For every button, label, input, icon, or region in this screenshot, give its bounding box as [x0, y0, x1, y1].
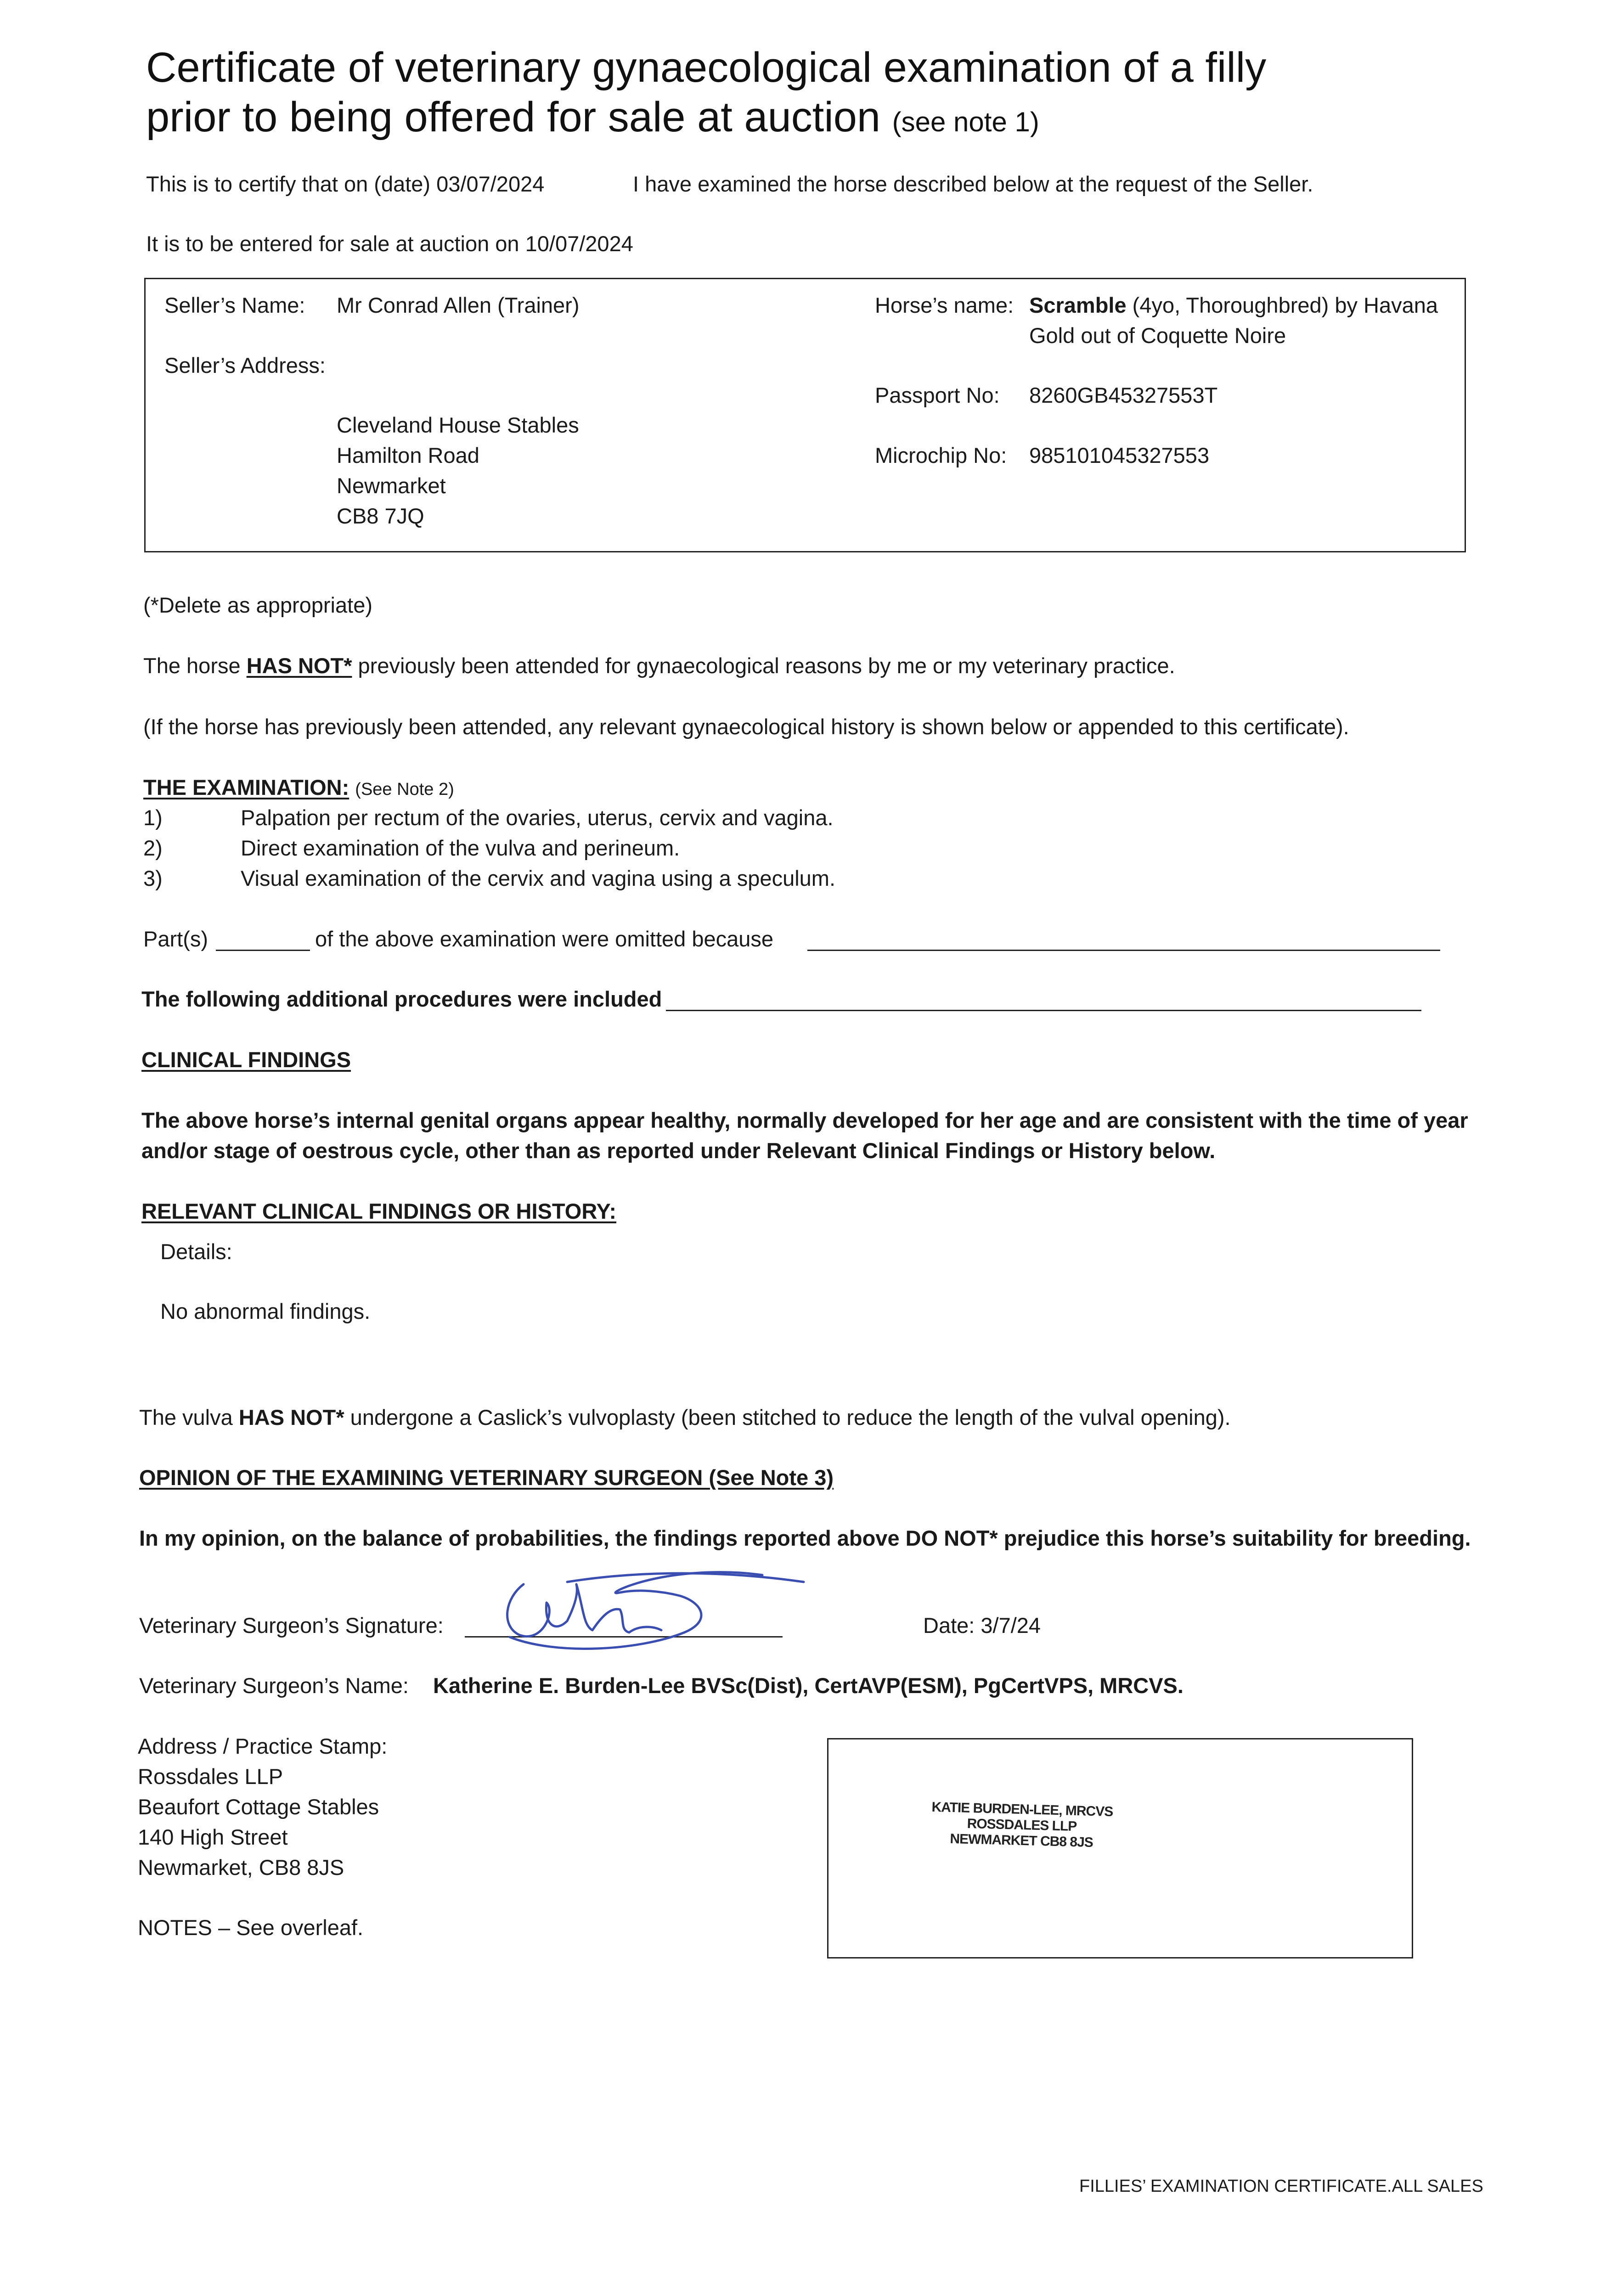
signature-date: Date: 3/7/24	[923, 1613, 1041, 1638]
surgeon-name-value: Katherine E. Burden-Lee BVSc(Dist), CertAVP(ESM), PgCertVPS, MRCVS.	[433, 1673, 1183, 1698]
exam-item-1-num: 1)	[143, 805, 163, 830]
certify-date: This is to certify that on (date) 03/07/2024	[146, 172, 545, 196]
details-label: Details:	[160, 1239, 232, 1264]
omitted-label: Part(s)	[143, 927, 208, 951]
vulva-statement	[139, 1402, 1231, 1433]
omitted-reason-label: of the above examination were omitted because	[315, 927, 774, 951]
details-value: No abnormal findings.	[160, 1299, 371, 1323]
auction-date-line: It is to be entered for sale at auction on 10/07/2024	[146, 231, 633, 256]
horse-name-value	[1029, 290, 1438, 321]
opinion-text: In my opinion, on the balance of probabilities, the findings reported above DO NOT* prejudice this horse’s suitability for breeding.	[139, 1526, 1471, 1550]
title-line-2-text: prior to being offered for sale at auction	[146, 94, 881, 141]
exam-item-3-text: Visual examination of the cervix and vagina using a speculum.	[241, 866, 836, 890]
attended-bold: HAS NOT*	[246, 653, 352, 678]
seller-address-line-2: Hamilton Road	[337, 443, 479, 467]
horse-name-bold: Scramble	[1029, 293, 1127, 317]
seller-address-line-1: Cleveland House Stables	[337, 413, 579, 437]
examination-heading-text: THE EXAMINATION:	[143, 775, 349, 799]
vulva-pre: The vulva	[139, 1405, 239, 1429]
clinical-findings-line-1: The above horse’s internal genital organs appear healthy, normally developed for her age and are consistent with the time of year	[141, 1108, 1468, 1132]
passport-value: 8260GB45327553T	[1029, 383, 1218, 407]
seller-name-value: Mr Conrad Allen (Trainer)	[337, 293, 580, 317]
omitted-reason-blank	[807, 950, 1440, 951]
opinion-heading: OPINION OF THE EXAMINING VETERINARY SURGEON (See Note 3)	[139, 1465, 834, 1490]
examination-note: (See Note 2)	[355, 780, 454, 799]
additional-procedures-blank	[666, 1010, 1421, 1011]
microchip-value: 985101045327553	[1029, 443, 1210, 467]
horse-name-label: Horse’s name:	[875, 293, 1014, 317]
exam-item-1-text: Palpation per rectum of the ovaries, uterus, cervix and vagina.	[241, 805, 834, 830]
practice-line-4: Newmarket, CB8 8JS	[138, 1855, 344, 1880]
attended-post: previously been attended for gynaecological reasons by me or my veterinary practice.	[352, 653, 1175, 678]
surgeon-name-label: Veterinary Surgeon’s Name:	[139, 1673, 409, 1698]
practice-line-3: 140 High Street	[138, 1825, 288, 1849]
attended-pre: The horse	[143, 653, 247, 678]
exam-item-2-text: Direct examination of the vulva and perineum.	[241, 836, 680, 860]
clinical-findings-line-2: and/or stage of oestrous cycle, other than as reported under Relevant Clinical Findings or History below.	[141, 1138, 1216, 1163]
delete-note: (*Delete as appropriate)	[143, 593, 372, 617]
horse-name-rest: (4yo, Thoroughbred) by Havana	[1126, 293, 1438, 317]
practice-line-1: Rossdales LLP	[138, 1764, 283, 1789]
stamp-line-2: ROSSDALES LLP	[967, 1816, 1077, 1835]
microchip-label: Microchip No:	[875, 443, 1007, 467]
vulva-bold: HAS NOT*	[238, 1405, 344, 1429]
stamp-line-1: KATIE BURDEN-LEE, MRCVS	[931, 1799, 1113, 1820]
practice-label: Address / Practice Stamp:	[138, 1734, 388, 1758]
vulva-post: undergone a Caslick’s vulvoplasty (been stitched to reduce the length of the vulval opening).	[344, 1405, 1231, 1429]
seller-address-line-4: CB8 7JQ	[337, 504, 424, 528]
title-line-1: Certificate of veterinary gynaecological examination of a filly	[146, 44, 1267, 91]
signature-label: Veterinary Surgeon’s Signature:	[139, 1613, 444, 1638]
horse-name-line-2: Gold out of Coquette Noire	[1029, 323, 1286, 348]
seller-address-line-3: Newmarket	[337, 473, 446, 498]
exam-item-2-num: 2)	[143, 836, 163, 860]
exam-item-3-num: 3)	[143, 866, 163, 890]
practice-stamp	[909, 1799, 1135, 1852]
attended-statement	[143, 651, 1175, 681]
clinical-findings-heading: CLINICAL FINDINGS	[141, 1047, 351, 1072]
seller-name-label: Seller’s Name:	[164, 293, 305, 317]
relevant-findings-heading: RELEVANT CLINICAL FINDINGS OR HISTORY:	[141, 1199, 617, 1223]
practice-line-2: Beaufort Cottage Stables	[138, 1795, 379, 1819]
notes-overleaf: NOTES – See overleaf.	[138, 1915, 364, 1940]
examination-heading	[143, 772, 454, 805]
title-note: (see note 1)	[892, 107, 1039, 137]
certify-request: I have examined the horse described below at the request of the Seller.	[633, 172, 1313, 196]
stamp-line-3: NEWMARKET CB8 8JS	[950, 1831, 1093, 1851]
omitted-parts-blank	[216, 950, 310, 951]
history-note: (If the horse has previously been attended, any relevant gynaecological history is shown below or appended to this certificate).	[143, 715, 1349, 739]
seller-address-label: Seller’s Address:	[164, 353, 326, 377]
additional-procedures-label: The following additional procedures were included	[141, 987, 662, 1011]
passport-label: Passport No:	[875, 383, 1000, 407]
signature-scribble	[487, 1557, 817, 1662]
title-line-2	[146, 92, 1039, 147]
footer-form-name: FILLIES’ EXAMINATION CERTIFICATE.ALL SALES	[1079, 2177, 1483, 2196]
